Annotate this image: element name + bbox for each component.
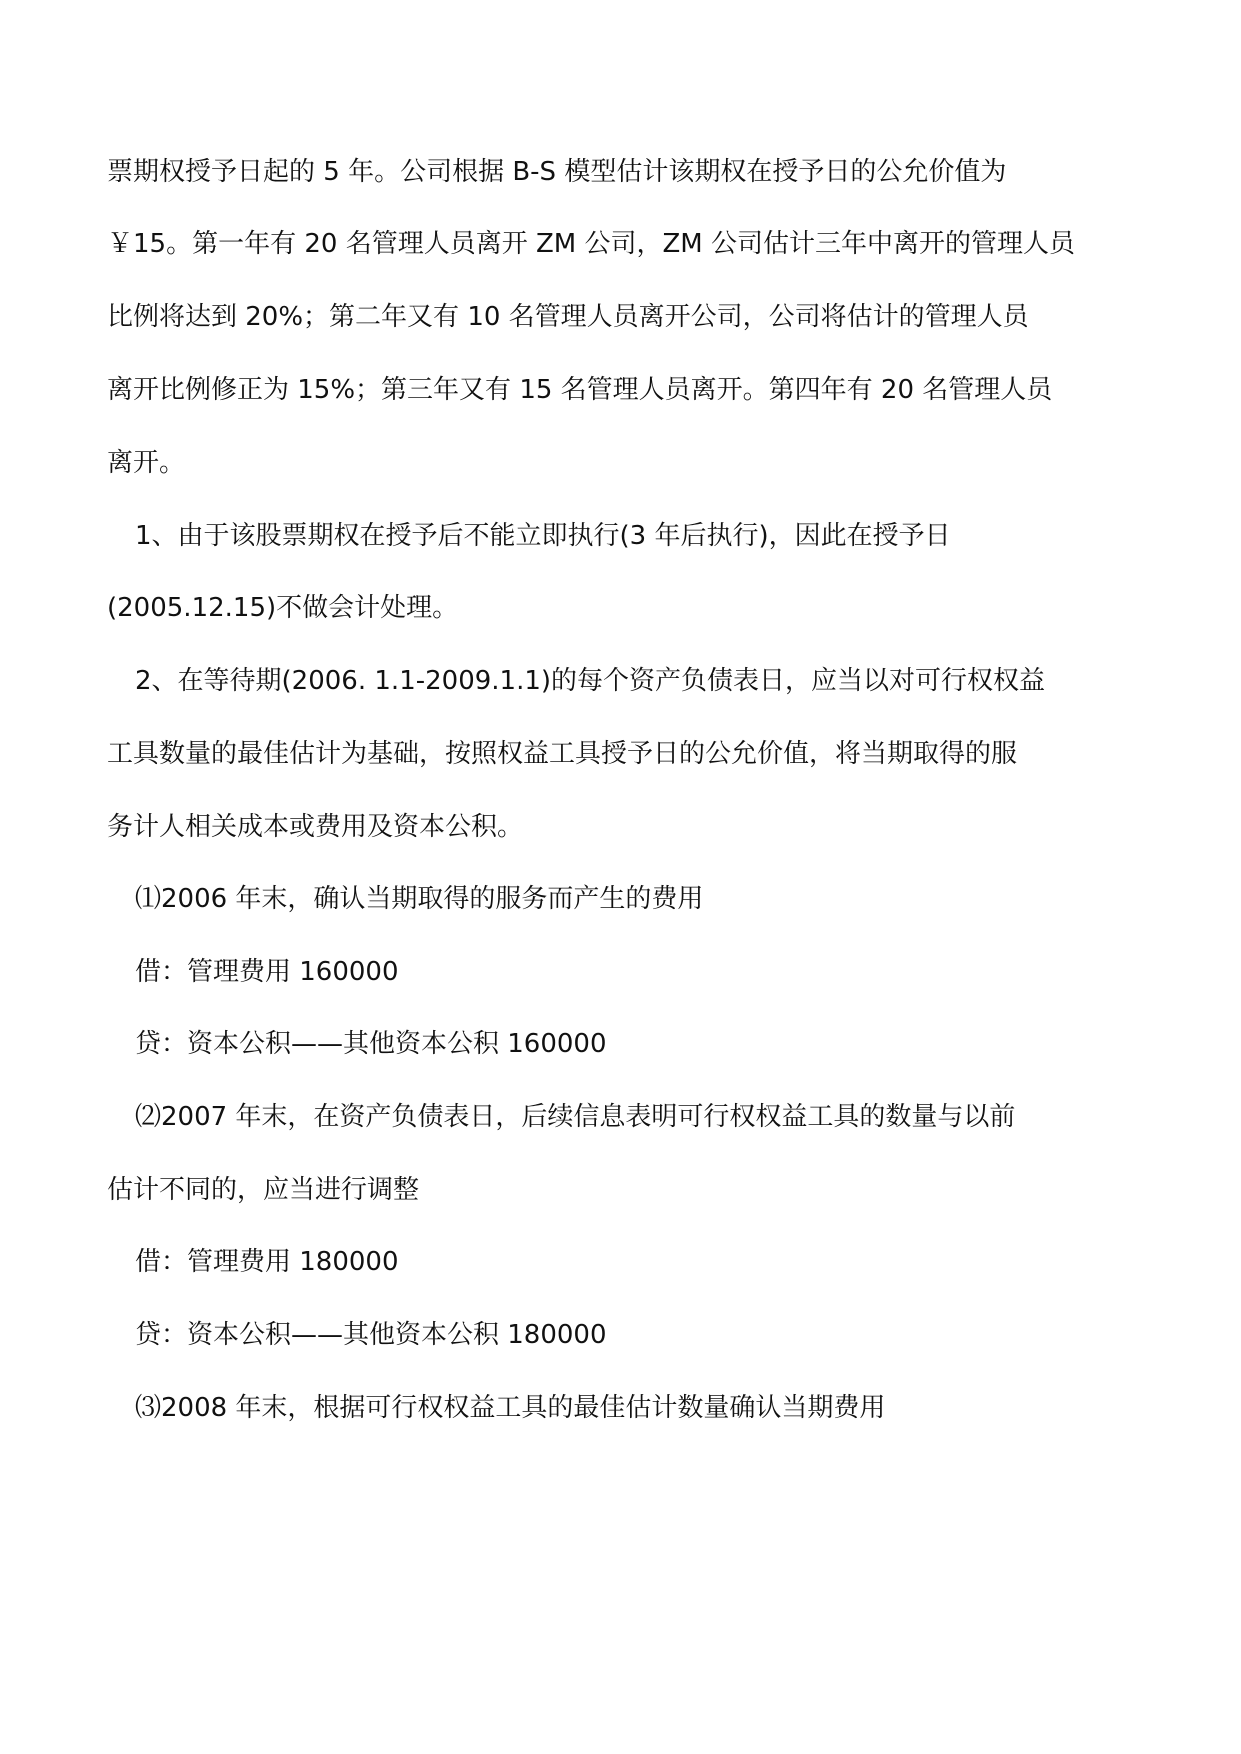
text-line: 借：管理费用 160000 [135, 957, 399, 987]
text-line: 务计人相关成本或费用及资本公积。 [107, 812, 524, 842]
text-line: 2、在等待期(2006. 1.1-2009.1.1)的每个资产负债表日，应当以对可行权权益 [135, 666, 1046, 696]
text-line: 1、由于该股票期权在授予后不能立即执行(3 年后执行)，因此在授予日 [135, 521, 951, 551]
text-line: 贷：资本公积——其他资本公积 180000 [135, 1320, 607, 1350]
text-line: ￥15。第一年有 20 名管理人员离开 ZM 公司，ZM 公司估计三年中离开的管理人员 [107, 229, 1075, 259]
text-line: 离开比例修正为 15%；第三年又有 15 名管理人员离开。第四年有 20 名管理人员 [107, 375, 1053, 405]
text-line: 离开。 [107, 448, 186, 478]
text-line: 票期权授予日起的 5 年。公司根据 B-S 模型估计该期权在授予日的公允价值为 [107, 157, 1007, 187]
text-line: 借：管理费用 180000 [135, 1247, 399, 1277]
text-line: 贷：资本公积——其他资本公积 160000 [135, 1029, 607, 1059]
text-line: ⑶2008 年末，根据可行权权益工具的最佳估计数量确认当期费用 [135, 1393, 886, 1423]
text-line: ⑵2007 年末，在资产负债表日，后续信息表明可行权权益工具的数量与以前 [135, 1102, 1016, 1132]
text-line: ⑴2006 年末，确认当期取得的服务而产生的费用 [135, 884, 704, 914]
text-line: 估计不同的，应当进行调整 [107, 1175, 420, 1205]
text-line: 比例将达到 20%；第二年又有 10 名管理人员离开公司，公司将估计的管理人员 [107, 302, 1029, 332]
text-line: 工具数量的最佳估计为基础，按照权益工具授予日的公允价值，将当期取得的服 [107, 739, 1018, 769]
text-line: (2005.12.15)不做会计处理。 [107, 593, 459, 623]
